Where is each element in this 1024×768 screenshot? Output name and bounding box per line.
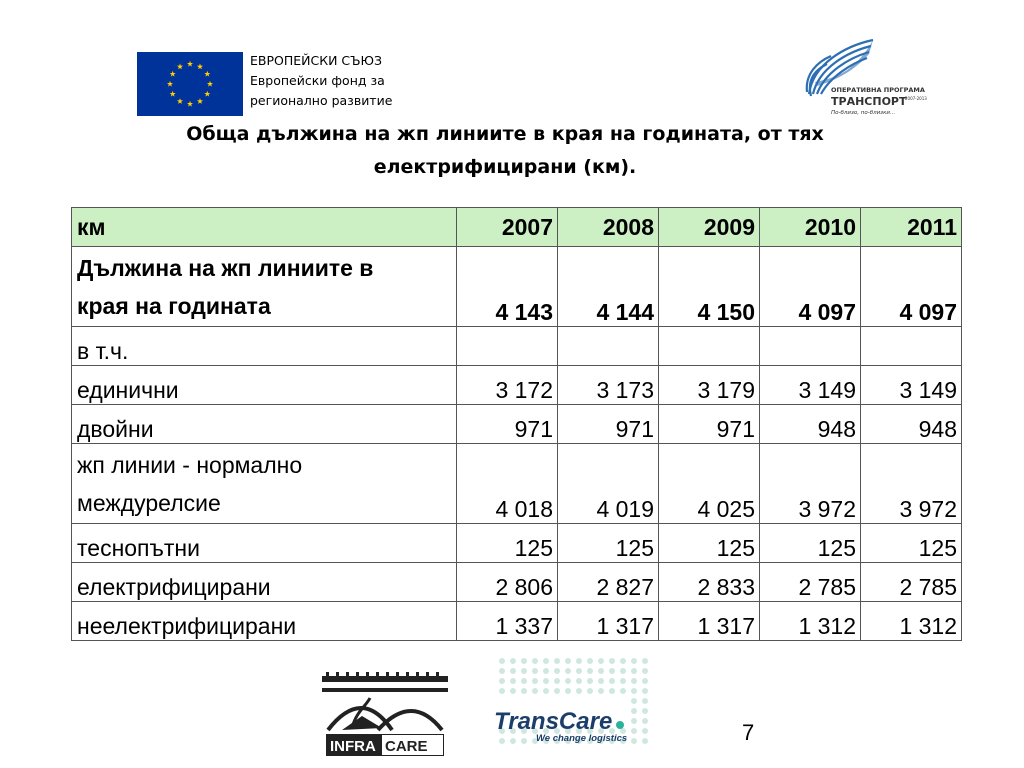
transcare-grid-dot — [499, 738, 505, 744]
transcare-grid-dot — [631, 678, 637, 684]
table-cell: 2 785 — [760, 563, 861, 602]
transcare-grid-dot — [642, 708, 648, 714]
table-cell: 2 827 — [558, 563, 659, 602]
op-years: 2007-2013 — [905, 96, 927, 101]
row-label: в т.ч. — [72, 327, 457, 366]
transcare-grid-dot — [631, 728, 637, 734]
transcare-grid-dot — [642, 668, 648, 674]
row-label-line-2: края на годината — [77, 293, 271, 319]
table-cell: 3 172 — [457, 366, 558, 405]
transcare-grid-dot — [499, 688, 505, 694]
table-cell: 125 — [760, 524, 861, 563]
row-label: електрифицирани — [72, 563, 457, 602]
transcare-grid-dot — [554, 658, 560, 664]
table-cell: 4 143 — [457, 247, 558, 327]
op-transport-swoosh-icon — [795, 34, 945, 124]
transcare-grid-dot — [532, 668, 538, 674]
table-cell: 1 317 — [659, 602, 760, 641]
transcare-grid-dot — [631, 708, 637, 714]
transcare-grid-dot — [642, 728, 648, 734]
transcare-grid-dot — [543, 688, 549, 694]
transcare-grid-dot — [576, 678, 582, 684]
transcare-slogan: We change logistics — [536, 733, 628, 744]
row-label-line-1: Дължина на жп линиите в — [77, 255, 374, 281]
page-number: 7 — [742, 720, 755, 745]
table-cell: 948 — [861, 405, 962, 444]
transcare-grid-dot — [631, 698, 637, 704]
row-label: двойни — [72, 405, 457, 444]
transcare-grid-dot — [631, 688, 637, 694]
transcare-grid-dot — [510, 668, 516, 674]
transcare-grid-dot — [543, 678, 549, 684]
infracare-logo — [322, 668, 448, 758]
table-cell: 1 317 — [558, 602, 659, 641]
transcare-grid-dot — [532, 688, 538, 694]
transcare-grid-dot — [587, 658, 593, 664]
table-cell — [861, 327, 962, 366]
transcare-grid-dot — [576, 688, 582, 694]
table-cell: 4 019 — [558, 444, 659, 524]
transcare-grid-dot — [554, 688, 560, 694]
transcare-grid-dot — [510, 738, 516, 744]
transcare-grid-dot — [620, 658, 626, 664]
row-label: единични — [72, 366, 457, 405]
eu-star-icon — [170, 71, 176, 77]
transcare-grid-dot — [631, 718, 637, 724]
header-2008: 2008 — [558, 208, 659, 247]
transcare-grid-dot — [642, 698, 648, 704]
transcare-grid-dot — [543, 668, 549, 674]
transcare-grid-dot — [565, 678, 571, 684]
row-label — [72, 247, 457, 327]
transcare-grid-dot — [543, 658, 549, 664]
eu-star-icon — [177, 63, 183, 69]
header-2007: 2007 — [457, 208, 558, 247]
eu-star-icon — [197, 98, 203, 104]
transcare-grid-dot — [587, 678, 593, 684]
transcare-grid-dot — [642, 678, 648, 684]
transcare-grid-dot — [609, 688, 615, 694]
transcare-grid-dot — [642, 738, 648, 744]
transcare-grid-dot — [598, 668, 604, 674]
table-cell: 2 785 — [861, 563, 962, 602]
table-cell: 2 806 — [457, 563, 558, 602]
op-slogan: По-близо, по-близки... — [831, 110, 896, 116]
transcare-dot-icon — [616, 721, 624, 729]
table-cell: 1 337 — [457, 602, 558, 641]
table-row — [72, 327, 962, 366]
op-line-2: ТРАНСПОРТ — [831, 95, 907, 108]
table-cell — [659, 327, 760, 366]
eu-line-1: ЕВРОПЕЙСКИ СЪЮЗ — [250, 53, 383, 68]
transcare-grid-dot — [620, 678, 626, 684]
transcare-dots-icon — [490, 655, 660, 755]
eu-line-3: регионално развитие — [250, 93, 393, 108]
row-label: теснопътни — [72, 524, 457, 563]
transcare-grid-dot — [532, 658, 538, 664]
table-cell: 1 312 — [760, 602, 861, 641]
table-cell: 971 — [659, 405, 760, 444]
op-line-1: ОПЕРАТИВНА ПРОГРАМА — [831, 86, 925, 94]
infra-text: INFRA — [330, 738, 376, 755]
table-cell: 125 — [558, 524, 659, 563]
eu-star-icon — [177, 98, 183, 104]
transcare-logo — [490, 655, 660, 755]
eu-flag-logo — [137, 52, 243, 116]
transcare-grid-dot — [609, 678, 615, 684]
table-cell: 125 — [457, 524, 558, 563]
row-label-line-2: междурелсие — [77, 490, 221, 516]
transcare-grid-dot — [554, 678, 560, 684]
header-2009: 2009 — [659, 208, 760, 247]
transcare-grid-dot — [499, 678, 505, 684]
table-cell: 4 144 — [558, 247, 659, 327]
transcare-grid-dot — [499, 658, 505, 664]
table-row — [72, 247, 962, 327]
table-row — [72, 444, 962, 524]
transcare-grid-dot — [510, 678, 516, 684]
table-cell: 3 972 — [861, 444, 962, 524]
transcare-grid-dot — [598, 678, 604, 684]
transcare-grid-dot — [598, 658, 604, 664]
table-cell: 4 025 — [659, 444, 760, 524]
page-title — [110, 118, 900, 184]
table-row — [72, 602, 962, 641]
row-label — [72, 444, 457, 524]
transcare-grid-dot — [642, 688, 648, 694]
transcare-grid-dot — [521, 678, 527, 684]
title-line-1: Обща дължина на жп линиите в края на годината, от тях — [186, 123, 824, 145]
table-row — [72, 563, 962, 602]
transcare-grid-dot — [598, 688, 604, 694]
header-2011: 2011 — [861, 208, 962, 247]
eu-star-icon — [204, 71, 210, 77]
table-row — [72, 366, 962, 405]
care-text: CARE — [385, 738, 428, 755]
bridge-icon — [322, 668, 448, 758]
table-cell: 4 150 — [659, 247, 760, 327]
transcare-grid-dot — [631, 658, 637, 664]
transcare-grid-dot — [521, 658, 527, 664]
transcare-grid-dot — [521, 738, 527, 744]
transcare-grid-dot — [510, 688, 516, 694]
table-cell: 4 018 — [457, 444, 558, 524]
table-cell: 125 — [659, 524, 760, 563]
table-cell: 4 097 — [760, 247, 861, 327]
transcare-grid-dot — [521, 668, 527, 674]
eu-star-icon — [197, 63, 203, 69]
rail-length-table — [71, 207, 962, 641]
eu-star-icon — [170, 91, 176, 97]
op-transport-logo — [795, 34, 945, 124]
table-cell: 3 179 — [659, 366, 760, 405]
eu-star-icon — [187, 61, 193, 67]
eu-fund-text — [250, 51, 392, 111]
table-cell — [760, 327, 861, 366]
transcare-grid-dot — [620, 668, 626, 674]
table-cell: 4 097 — [861, 247, 962, 327]
table-cell: 125 — [861, 524, 962, 563]
eu-star-icon — [167, 81, 173, 87]
transcare-grid-dot — [642, 658, 648, 664]
table-cell: 3 972 — [760, 444, 861, 524]
transcare-grid-dot — [565, 668, 571, 674]
eu-star-icon — [207, 81, 213, 87]
eu-stars-icon — [137, 52, 243, 116]
transcare-name: TransCare — [494, 708, 613, 735]
table-cell: 948 — [760, 405, 861, 444]
eu-star-icon — [204, 91, 210, 97]
transcare-grid-dot — [631, 668, 637, 674]
table-cell — [558, 327, 659, 366]
transcare-grid-dot — [499, 668, 505, 674]
transcare-grid-dot — [631, 738, 637, 744]
row-label-line-1: жп линии - нормално — [77, 452, 303, 478]
transcare-grid-dot — [565, 688, 571, 694]
title-line-2: електрифицирани (км). — [373, 156, 637, 178]
table-cell: 3 173 — [558, 366, 659, 405]
table-cell: 1 312 — [861, 602, 962, 641]
transcare-grid-dot — [554, 668, 560, 674]
transcare-grid-dot — [609, 668, 615, 674]
transcare-grid-dot — [532, 678, 538, 684]
transcare-grid-dot — [521, 688, 527, 694]
transcare-grid-dot — [642, 718, 648, 724]
table-row — [72, 524, 962, 563]
eu-line-2: Европейски фонд за — [250, 73, 385, 88]
table-header-row — [72, 208, 962, 247]
transcare-grid-dot — [620, 688, 626, 694]
transcare-grid-dot — [587, 668, 593, 674]
table-cell: 971 — [558, 405, 659, 444]
table-cell: 3 149 — [760, 366, 861, 405]
transcare-grid-dot — [510, 658, 516, 664]
transcare-grid-dot — [587, 688, 593, 694]
table-cell — [457, 327, 558, 366]
header-km: км — [72, 208, 457, 247]
transcare-grid-dot — [576, 668, 582, 674]
table-cell: 2 833 — [659, 563, 760, 602]
transcare-grid-dot — [576, 658, 582, 664]
transcare-grid-dot — [609, 658, 615, 664]
table-cell: 3 149 — [861, 366, 962, 405]
eu-star-icon — [187, 101, 193, 107]
header-2010: 2010 — [760, 208, 861, 247]
table-row — [72, 405, 962, 444]
transcare-grid-dot — [565, 658, 571, 664]
table-cell: 971 — [457, 405, 558, 444]
row-label: неелектрифицирани — [72, 602, 457, 641]
